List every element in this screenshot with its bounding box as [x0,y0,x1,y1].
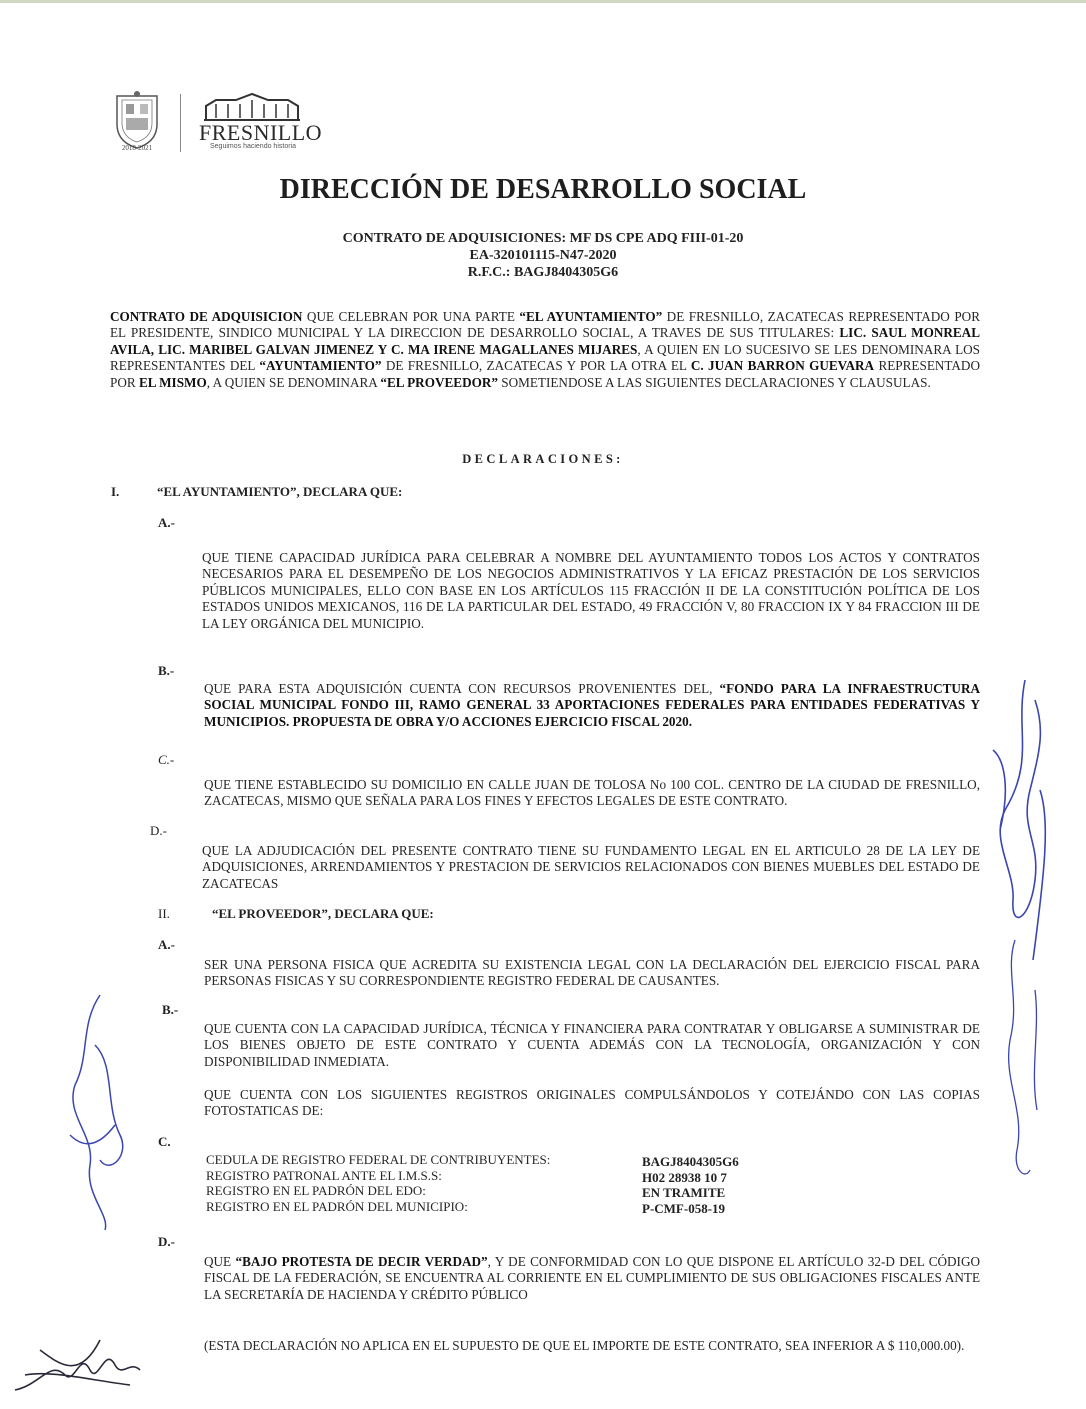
intro-text: , A QUIEN SE DENOMINARA [206,374,381,390]
intro-text: REPRESENTADO POR [110,358,980,390]
signature-bottom-left [10,1330,150,1400]
intro-ayuntamiento: “EL AYUNTAMIENTO” [519,309,663,324]
intro-text: DE FRESNILLO, ZACATECAS REPRESENTADO POR EL PRESIDENTE, SINDICO MUNICIPAL Y LA DIRECCION DE DESARROLLO SOCIAL, A TRAVES DE SUS TITULARES: [110,309,980,341]
declaraciones-heading: DECLARACIONES: [462,452,624,466]
signature-left [60,985,140,1235]
registro-label-rfc: CEDULA DE REGISTRO FEDERAL DE CONTRIBUYENTES: [206,1152,551,1167]
intro-provider-name: C. JUAN BARRON GUEVARA [690,358,875,374]
section-ii-b-text: QUE CUENTA CON LA CAPACIDAD JURÍDICA, TÉCNICA Y FINANCIERA PARA CONTRATAR Y OBLIGARSE A SUMINISTRAR DE LOS BIENES OBJETO DE ESTE CONTRATO Y CUENTA ADEMÁS CON LA TECNOLOGÍA, ORGANIZACIÓN Y CON DISPONIBILIDAD INMEDIATA. [204,1021,980,1069]
section-i-b-text [204,681,980,730]
registro-label-imss: REGISTRO PATRONAL ANTE EL I.M.S.S: [206,1167,442,1183]
intro-titulares: LIC. SAUL MONREAL AVILA, LIC. MARIBEL GALVAN JIMENEZ Y C. MA IRENE MAGALLANES MIJARES [110,325,980,357]
section-ii-d-text [204,1254,980,1303]
section-ii-b-label: B.- [162,1002,179,1017]
section-i-b-text-lead: QUE PARA ESTA ADQUISICIÓN CUENTA CON RECURSOS PROVENIENTES DEL, [204,681,720,696]
intro-text: SOMETIENDOSE A LAS SIGUIENTES DECLARACIONES Y CLAUSULAS. [497,374,931,390]
intro-text: DE FRESNILLO, ZACATECAS Y POR LA OTRA EL [381,358,691,374]
fresnillo-logo-tagline: Seguimos haciendo historia [210,143,296,150]
section-ii-number: II. [158,906,170,921]
registro-value-imss: H02 28938 10 7 [642,1169,727,1185]
section-ii-a-label: A.- [158,937,175,952]
intro-contract-term: CONTRATO DE ADQUISICION [110,309,303,324]
intro-ayuntamiento-2: “AYUNTAMIENTO” [259,358,382,374]
ea-number: EA-320101115-N47-2020 [469,248,617,263]
section-ii-d-lead: QUE [204,1254,236,1269]
section-i-b-label: B.- [158,663,175,678]
section-ii-b-text-2: QUE CUENTA CON LOS SIGUIENTES REGISTROS ORIGINALES COMPULSÁNDOLOS Y COTEJÁNDO CON LAS COPIAS FOTOSTATICAS DE: [204,1087,980,1119]
section-ii-note: (ESTA DECLARACIÓN NO APLICA EN EL SUPUESTO DE QUE EL IMPORTE DE ESTE CONTRATO, SEA INFERIOR A $ 110,000.00). [204,1338,965,1353]
section-ii-d-rest: , Y DE CONFORMIDAD CON LO QUE DISPONE EL ARTÍCULO 32-D DEL CÓDIGO FISCAL DE LA FEDERACIÓN, SE ENCUENTRA AL CORRIENTE EN EL CUMPLIMIENTO DE SUS OBLIGACIONES FISCALES ANTE LA SECRETARÍA DE HACIENDA Y CRÉDITO PÚBLICO [204,1254,980,1302]
section-i-c-text: QUE TIENE ESTABLECIDO SU DOMICILIO EN CALLE JUAN DE TOLOSA No 100 COL. CENTRO DE LA CIUDAD DE FRESNILLO, ZACATECAS, MISMO QUE SEÑALA PARA LOS FINES Y EFECTOS LEGALES DE ESTE CONTRATO. [204,777,980,809]
registro-value-estado: EN TRAMITE [642,1185,726,1200]
section-i-b-fund: “FONDO PARA LA INFRAESTRUCTURA SOCIAL MUNICIPAL FONDO III, RAMO GENERAL 33 APORTACIONES FEDERALES PARA ENTIDADES FEDERATIVAS Y MUNICIPIOS. PROPUESTA DE OBRA Y/O ACCIONES EJERCICIO FISCAL 2020. [204,681,980,729]
section-i-c-label: C.- [158,752,175,767]
registro-value-rfc: BAGJ8404305G6 [642,1154,739,1169]
section-i-d-label: D.- [150,823,167,838]
section-i-a-text: QUE TIENE CAPACIDAD JURÍDICA PARA CELEBRAR A NOMBRE DEL AYUNTAMIENTO TODOS LOS ACTOS Y CONTRATOS NECESARIOS PARA EL DESEMPEÑO DE LOS NEGOCIOS ADMINISTRATIVOS Y LA EFICAZ PRESTACIÓN DE LOS SERVICIOS PÚBLICOS MUNICIPALES, ELLO CON BASE EN LOS ARTÍCULOS 115 FRACCIÓN II DE LA CONSTITUCIÓN POLÍTICA DE LOS ESTADOS UNIDOS MEXICANOS, 116 DE LA PARTICULAR DEL ESTADO, 49 FRACCIÓN V, 80 FRACCION IX Y 84 FRACCION III DE LA LEY ORGÁNICA DEL MUNICIPIO. [202,550,980,631]
fresnillo-building-icon [200,92,304,122]
section-ii-d-protesta: “BAJO PROTESTA DE DECIR VERDAD” [235,1254,488,1269]
intro-el-proveedor: “EL PROVEEDOR” [380,374,498,390]
seal-years-text: 2018-2021 [121,144,153,152]
section-i-d-text: QUE LA ADJUDICACIÓN DEL PRESENTE CONTRATO TIENE SU FUNDAMENTO LEGAL EN EL ARTICULO 28 DE LA LEY DE ADQUISICIONES, ARRENDAMIENTOS Y PRESTACION DE SERVICIOS RELACIONADOS CON BIENES MUEBLES DEL ESTADO DE ZACATECAS [202,843,980,891]
registro-value-municipio: P-CMF-058-19 [642,1200,726,1216]
section-i-a-label: A.- [158,515,175,530]
rfc-number: R.F.C.: BAGJ8404305G6 [467,265,619,280]
scan-top-edge [0,0,1086,3]
page-title: DIRECCIÓN DE DESARROLLO SOCIAL [279,174,807,205]
contract-number: CONTRATO DE ADQUISICIONES: MF DS CPE ADQ FIII-01-20 [342,231,744,246]
intro-text: , A QUIEN EN LO SUCESIVO SE LES DENOMINARA LOS REPRESENTANTES DEL [110,341,980,374]
section-i-number: I. [111,484,120,499]
municipal-seal-icon [113,90,161,152]
section-ii-title: “EL PROVEEDOR”, DECLARA QUE: [212,906,434,921]
section-ii-c-label: C. [158,1134,171,1149]
signature-right-lower [995,930,1055,1190]
intro-text: QUE CELEBRAN POR UNA PARTE [302,309,520,324]
registros-values [642,1154,842,1216]
section-i-title: “EL AYUNTAMIENTO”, DECLARA QUE: [157,484,403,499]
registro-label-municipio: REGISTRO EN EL PADRÓN DEL MUNICIPIO: [206,1198,468,1214]
section-ii-d-label: D.- [158,1234,175,1249]
logo-divider [180,94,181,152]
section-ii-a-text: SER UNA PERSONA FISICA QUE ACREDITA SU EXISTENCIA LEGAL CON LA DECLARACIÓN DEL EJERCICIO FISCAL PARA PERSONAS FISICAS Y SU CORRESPONDIENTE REGISTRO FEDERAL DE CAUSANTES. [204,957,980,989]
intro-el-mismo: EL MISMO [138,374,207,390]
intro-paragraph [110,309,980,391]
registro-label-estado: REGISTRO EN EL PADRÓN DEL EDO: [206,1183,426,1198]
fresnillo-logo-name: FRESNILLO [199,120,323,145]
